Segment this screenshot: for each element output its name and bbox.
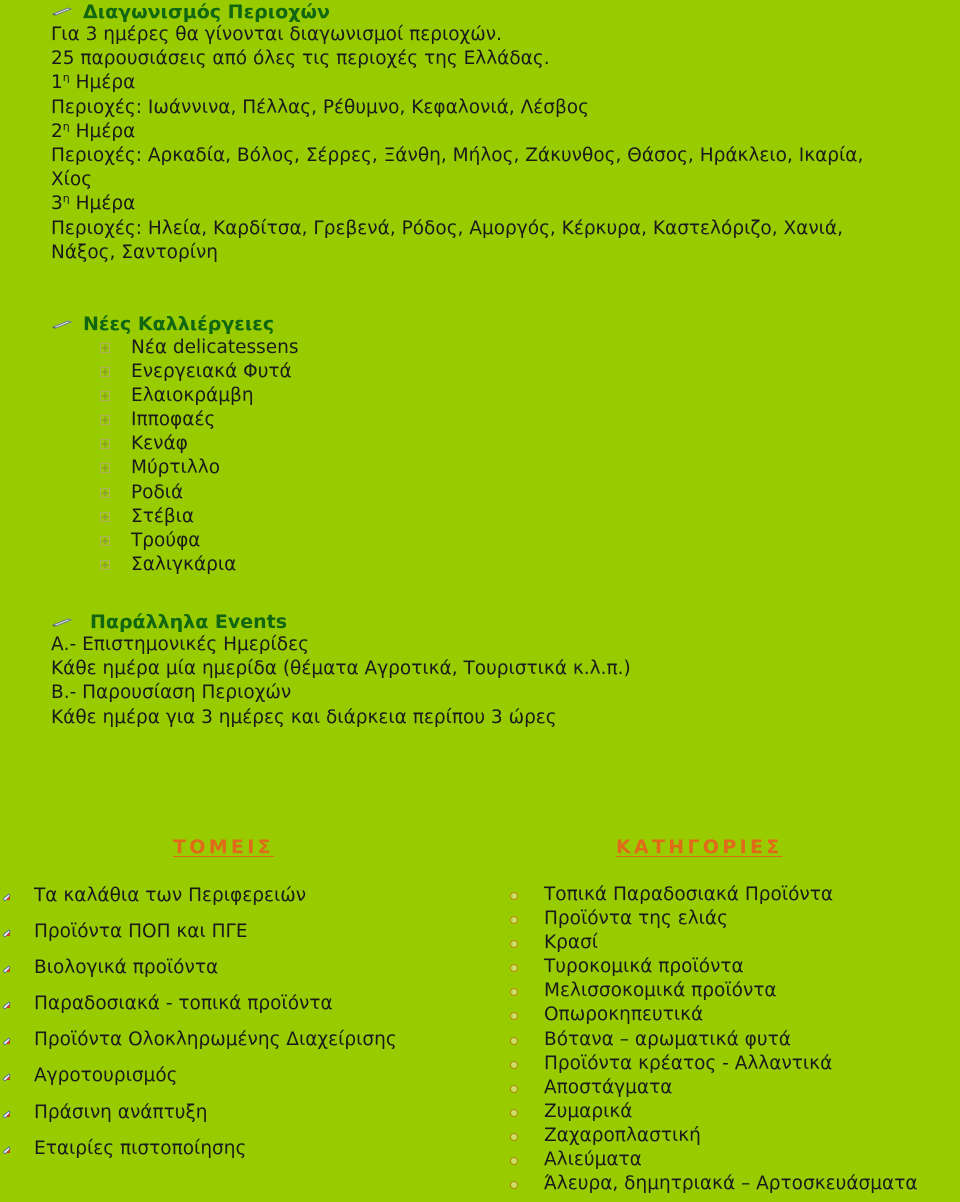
plus-box-icon [100,512,110,522]
competition-text [51,23,863,265]
circle-bullet-icon [510,892,518,900]
circle-bullet-icon [510,1061,518,1069]
category-list-item-label: Μελισσοκομικά προϊόντα [544,980,777,1002]
events-title: Παράλληλα Events [90,611,288,633]
crop-list-item [100,505,299,529]
arrow-bullet-icon [3,1001,11,1009]
arrow-bullet-icon [3,893,11,901]
arrow-bullet-icon [3,965,11,973]
category-list-item-label: Ζαχαροπλαστική [544,1124,701,1146]
category-list-item [510,955,918,979]
crops-list [100,336,299,577]
day-3-heading: $3^\eta$ Ημέρα [51,192,136,215]
circle-bullet-icon [510,1157,518,1165]
circle-bullet-icon [510,1085,518,1093]
category-list-item [510,907,918,931]
sector-list-item-label: Βιολογικά προϊόντα [34,957,219,979]
crop-list-item-label: Νέα delicatessens [131,337,299,358]
category-list-item-label: Τοπικά Παραδοσιακά Προϊόντα [544,884,834,905]
category-list-item [510,1148,918,1172]
crop-list-item [100,336,299,360]
crop-list-item-label: Σαλιγκάρια [131,553,237,575]
category-list-item-label: Τυροκομικά προϊόντα [544,956,744,978]
sector-list-item [0,879,397,915]
sector-list-item [0,987,397,1023]
crop-list-item [100,432,299,456]
category-list-item [510,1124,918,1148]
sector-list-item-label: Πράσινη ανάπτυξη [34,1101,208,1123]
sector-list-item [0,1059,397,1095]
category-list-item [510,1172,918,1196]
day-2-regions: Περιοχές: Αρκαδία, Βόλος, Σέρρες, Ξάνθη, Μήλος, Ζάκυνθος, Θάσος, Ηράκλειο, Ικαρία, [51,144,864,166]
crop-list-item [100,553,299,577]
plus-box-icon [100,415,110,425]
competition-intro-2: 25 παρουσιάσεις από όλες τις περιοχές της Ελλάδας. [51,48,550,70]
pencil-bullet-icon [52,6,72,16]
day-1-heading: $1^\eta$ Ημέρα [51,71,136,94]
sector-list-item [0,1132,397,1168]
sector-list-item-label: Παραδοσιακά - τοπικά προϊόντα [34,993,333,1015]
plus-box-icon [100,488,110,498]
plus-box-icon [100,560,110,570]
circle-bullet-icon [510,988,518,996]
circle-bullet-icon [510,1133,518,1141]
category-list-item [510,883,918,907]
plus-box-icon [100,391,110,401]
arrow-bullet-icon [3,1037,11,1045]
sector-list-item-label: Προϊόντα Ολοκληρωμένης Διαχείρισης [34,1029,397,1051]
sectors-title: ΤΟΜΕΙΣ [173,836,274,858]
crop-list-item [100,360,299,384]
day-1-regions: Περιοχές: Ιωάννινα, Πέλλας, Ρέθυμνο, Κεφαλονιά, Λέσβος [51,96,589,118]
circle-bullet-icon [510,1012,518,1020]
plus-box-icon [100,367,110,377]
crop-list-item-label: Μύρτιλλο [131,457,221,479]
day-3-regions-cont: Νάξος, Σαντορίνη [51,241,219,263]
category-list-item [510,1028,918,1052]
arrow-bullet-icon [3,1073,11,1081]
plus-box-icon [100,536,110,546]
circle-bullet-icon [510,1109,518,1117]
categories-list [510,883,918,1196]
circle-bullet-icon [510,940,518,948]
crop-list-item-label: Ελαιοκράμβη [131,385,254,407]
crop-list-item-label: Στέβια [131,505,195,527]
competition-title: Διαγωνισμός Περιοχών [83,1,330,23]
events-text [51,633,631,730]
crops-title: Νέες Καλλιέργειες [83,313,275,335]
crop-list-item [100,408,299,432]
sectors-list [0,879,397,1168]
circle-bullet-icon [510,964,518,972]
arrow-bullet-icon [3,1110,11,1118]
category-list-item-label: Άλευρα, δημητριακά – Αρτοσκευάσματα [544,1173,918,1195]
crop-list-item [100,456,299,480]
events-a-text: Κάθε ημέρα μία ημερίδα (θέματα Αγροτικά, Τουριστικά κ.λ.π.) [51,658,631,680]
sector-list-item [0,951,397,987]
crop-list-item [100,529,299,553]
plus-box-icon [100,463,110,473]
plus-box-icon [100,343,110,353]
category-list-item [510,931,918,955]
category-list-item-label: Κρασί [544,932,599,954]
category-list-item-label: Ζυμαρικά [544,1100,633,1122]
category-list-item-label: Αποστάγματα [544,1076,673,1098]
sector-list-item-label: Εταιρίες πιστοποίησης [34,1137,247,1159]
category-list-item-label: Προϊόντα κρέατος - Αλλαντικά [544,1052,833,1074]
category-list-item-label: Βότανα – αρωματικά φυτά [544,1028,791,1050]
category-list-item-label: Προϊόντα της ελιάς [544,908,728,930]
day-2-regions-cont: Χίος [51,169,93,191]
circle-bullet-icon [510,916,518,924]
circle-bullet-icon [510,1037,518,1045]
competition-intro-1: Για 3 ημέρες θα γίνονται διαγωνισμοί περιοχών. [51,24,502,45]
crop-list-item-label: Ροδιά [131,481,184,503]
sector-list-item [0,1096,397,1132]
crop-list-item-label: Τρούφα [131,529,201,551]
day-3-regions: Περιοχές: Ηλεία, Καρδίτσα, Γρεβενά, Ρόδος, Αμοργός, Κέρκυρα, Καστελόριζο, Χανιά, [51,217,844,239]
arrow-bullet-icon [3,1146,11,1154]
crop-list-item-label: Κενάφ [131,433,188,455]
category-list-item [510,979,918,1003]
circle-bullet-icon [510,1181,518,1189]
crop-list-item-label: Ιπποφαές [131,409,216,431]
category-list-item [510,1003,918,1027]
pencil-bullet-icon [52,319,72,329]
category-list-item-label: Οπωροκηπευτικά [544,1004,704,1026]
events-a-title: Α.- Επιστημονικές Ημερίδες [51,634,309,655]
category-list-item [510,1076,918,1100]
sector-list-item [0,915,397,951]
plus-box-icon [100,439,110,449]
crop-list-item [100,481,299,505]
categories-title: ΚΑΤΗΓΟΡΙΕΣ [616,836,783,858]
sector-list-item-label: Τα καλάθια των Περιφερειών [34,885,307,906]
category-list-item-label: Αλιεύματα [544,1149,642,1171]
sector-list-item-label: Προϊόντα ΠΟΠ και ΠΓΕ [34,921,248,943]
category-list-item [510,1100,918,1124]
arrow-bullet-icon [3,929,11,937]
crop-list-item-label: Ενεργειακά Φυτά [131,361,292,383]
pencil-bullet-icon [52,617,72,627]
sector-list-item-label: Αγροτουρισμός [34,1065,178,1087]
day-2-heading: $2^\eta$ Ημέρα [51,119,136,142]
category-list-item [510,1052,918,1076]
events-b-text: Κάθε ημέρα για 3 ημέρες και διάρκεια περίπου 3 ώρες [51,706,557,728]
events-b-title: Β.- Παρουσίαση Περιοχών [51,682,292,704]
crop-list-item [100,384,299,408]
sector-list-item [0,1023,397,1059]
